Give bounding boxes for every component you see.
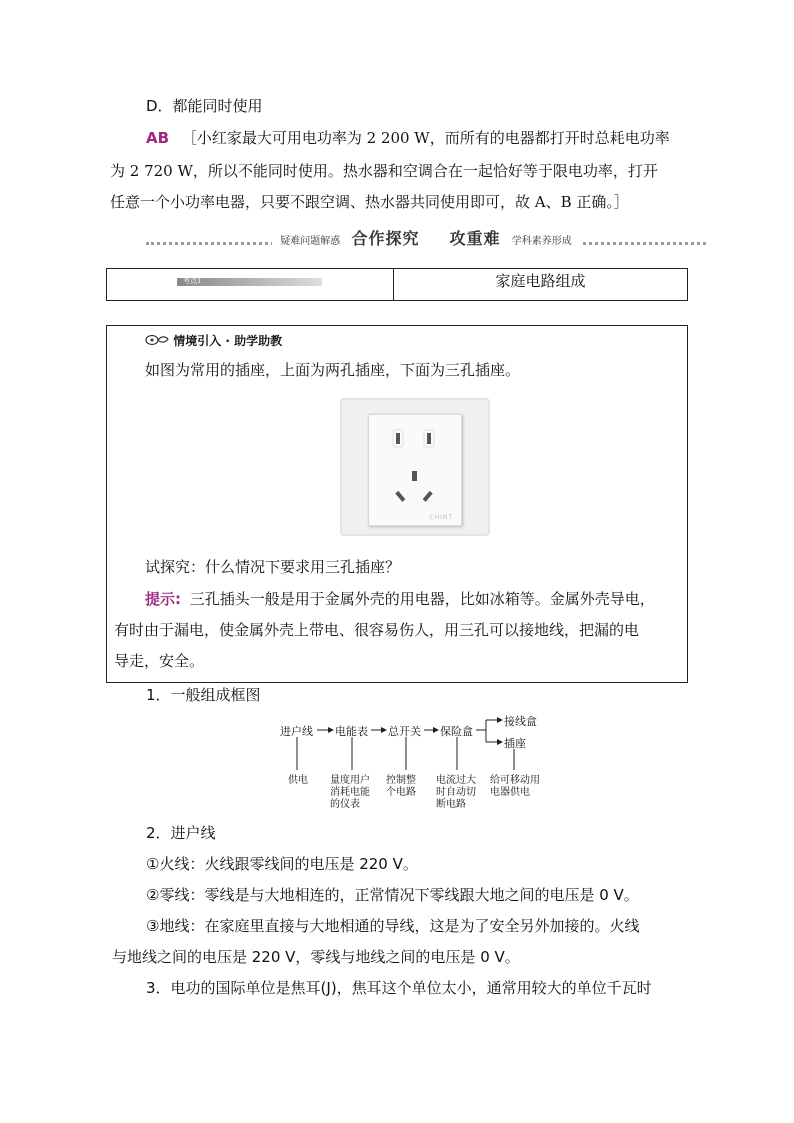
hint-text-1: 三孔插头一般是用于金属外壳的用电器，比如冰箱等。金属外壳导电， bbox=[189, 590, 655, 608]
flow-note-meter: 量度用户 消耗电能 的仪表 bbox=[330, 775, 370, 810]
section2-title: 2．进户线 bbox=[146, 824, 216, 842]
lightbulb-leaf-icon bbox=[145, 334, 169, 346]
flow-note-switch: 控制整 个电路 bbox=[386, 775, 416, 798]
scenario-intro: 如图为常用的插座，上面为两孔插座，下面为三孔插座。 bbox=[145, 361, 521, 379]
scenario-question: 试探究：什么情况下要求用三孔插座？ bbox=[145, 558, 401, 576]
section2-zero: ②零线：零线是与大地相连的，正常情况下零线跟大地之间的电压是 0 V。 bbox=[146, 886, 639, 904]
flow-node-main-switch: 总开关 bbox=[388, 725, 421, 738]
option-d: D．都能同时使用 bbox=[146, 97, 263, 115]
section2-ground-1: ③地线：在家庭里直接与大地相通的导线，这是为了安全另外加接的。火线 bbox=[146, 917, 640, 935]
hint-line-2: 有时由于漏电，使金属外壳上带电、很容易伤人，用三孔可以接地线，把漏的电 bbox=[114, 621, 640, 639]
flow-note-outlet: 给可移动用 电器供电 bbox=[490, 775, 540, 798]
flow-node-fuse-box: 保险盒 bbox=[440, 725, 473, 738]
scenario-heading bbox=[145, 332, 282, 349]
section2-ground-2: 与地线之间的电压是 220 V，零线与地线之间的电压是 0 V。 bbox=[112, 948, 520, 966]
banner-arrow-icon: » bbox=[424, 233, 446, 247]
flow-node-junction-box: 接线盒 bbox=[504, 715, 537, 728]
hint-label: 提示: bbox=[145, 590, 181, 608]
answer-line-1 bbox=[146, 127, 670, 149]
answer-line-2: 为 2 720 W，所以不能同时使用。热水器和空调合在一起恰好等于限电功率，打开 bbox=[110, 162, 658, 180]
section2-fire: ①火线：火线跟零线间的电压是 220 V。 bbox=[146, 855, 418, 873]
answer-line-3: 任意一个小功率电器，只要不跟空调、热水器共同使用即可，故 A、B 正确。］ bbox=[110, 193, 629, 211]
scenario-heading-text: 情境引入 · 助学助教 bbox=[173, 334, 283, 348]
section-banner bbox=[146, 226, 706, 248]
answer-text-1: ［小红家最大可用电功率为 2 200 W，而所有的电器都打开时总耗电功率 bbox=[181, 129, 670, 147]
flow-note-supply: 供电 bbox=[288, 775, 308, 786]
hint-line-3: 导走，安全。 bbox=[114, 652, 205, 670]
section3-line-1: 3．电功的国际单位是焦耳(J)，焦耳这个单位太小，通常用较大的单位千瓦时 bbox=[146, 979, 652, 997]
banner-right-text: 学科素养形成 bbox=[508, 236, 576, 247]
banner-main-b: 攻重难 bbox=[446, 229, 505, 248]
topic-table bbox=[106, 268, 688, 301]
socket-brand: CHINT bbox=[429, 514, 453, 521]
socket-holes-icon bbox=[369, 415, 461, 525]
composition-flow-diagram bbox=[280, 710, 560, 815]
banner-left-text: 疑难问题解惑 bbox=[276, 236, 344, 247]
answer-label: AB bbox=[146, 129, 170, 147]
banner-main-a: 合作探究 bbox=[347, 229, 423, 248]
topic-title: 家庭电路组成 bbox=[495, 272, 586, 290]
topic-tag: 考点1 bbox=[177, 278, 322, 286]
socket-plate bbox=[368, 414, 462, 526]
flow-node-outlet: 插座 bbox=[504, 737, 526, 750]
hint-line-1 bbox=[145, 588, 655, 610]
flow-note-fuse: 电流过大 时自动切 断电路 bbox=[436, 775, 476, 810]
section1-title: 1．一般组成框图 bbox=[146, 686, 261, 704]
topic-tag-cell bbox=[107, 269, 394, 300]
flow-node-meter: 电能表 bbox=[335, 725, 368, 738]
socket-image bbox=[340, 398, 490, 536]
flow-node-inlet: 进户线 bbox=[280, 725, 313, 738]
